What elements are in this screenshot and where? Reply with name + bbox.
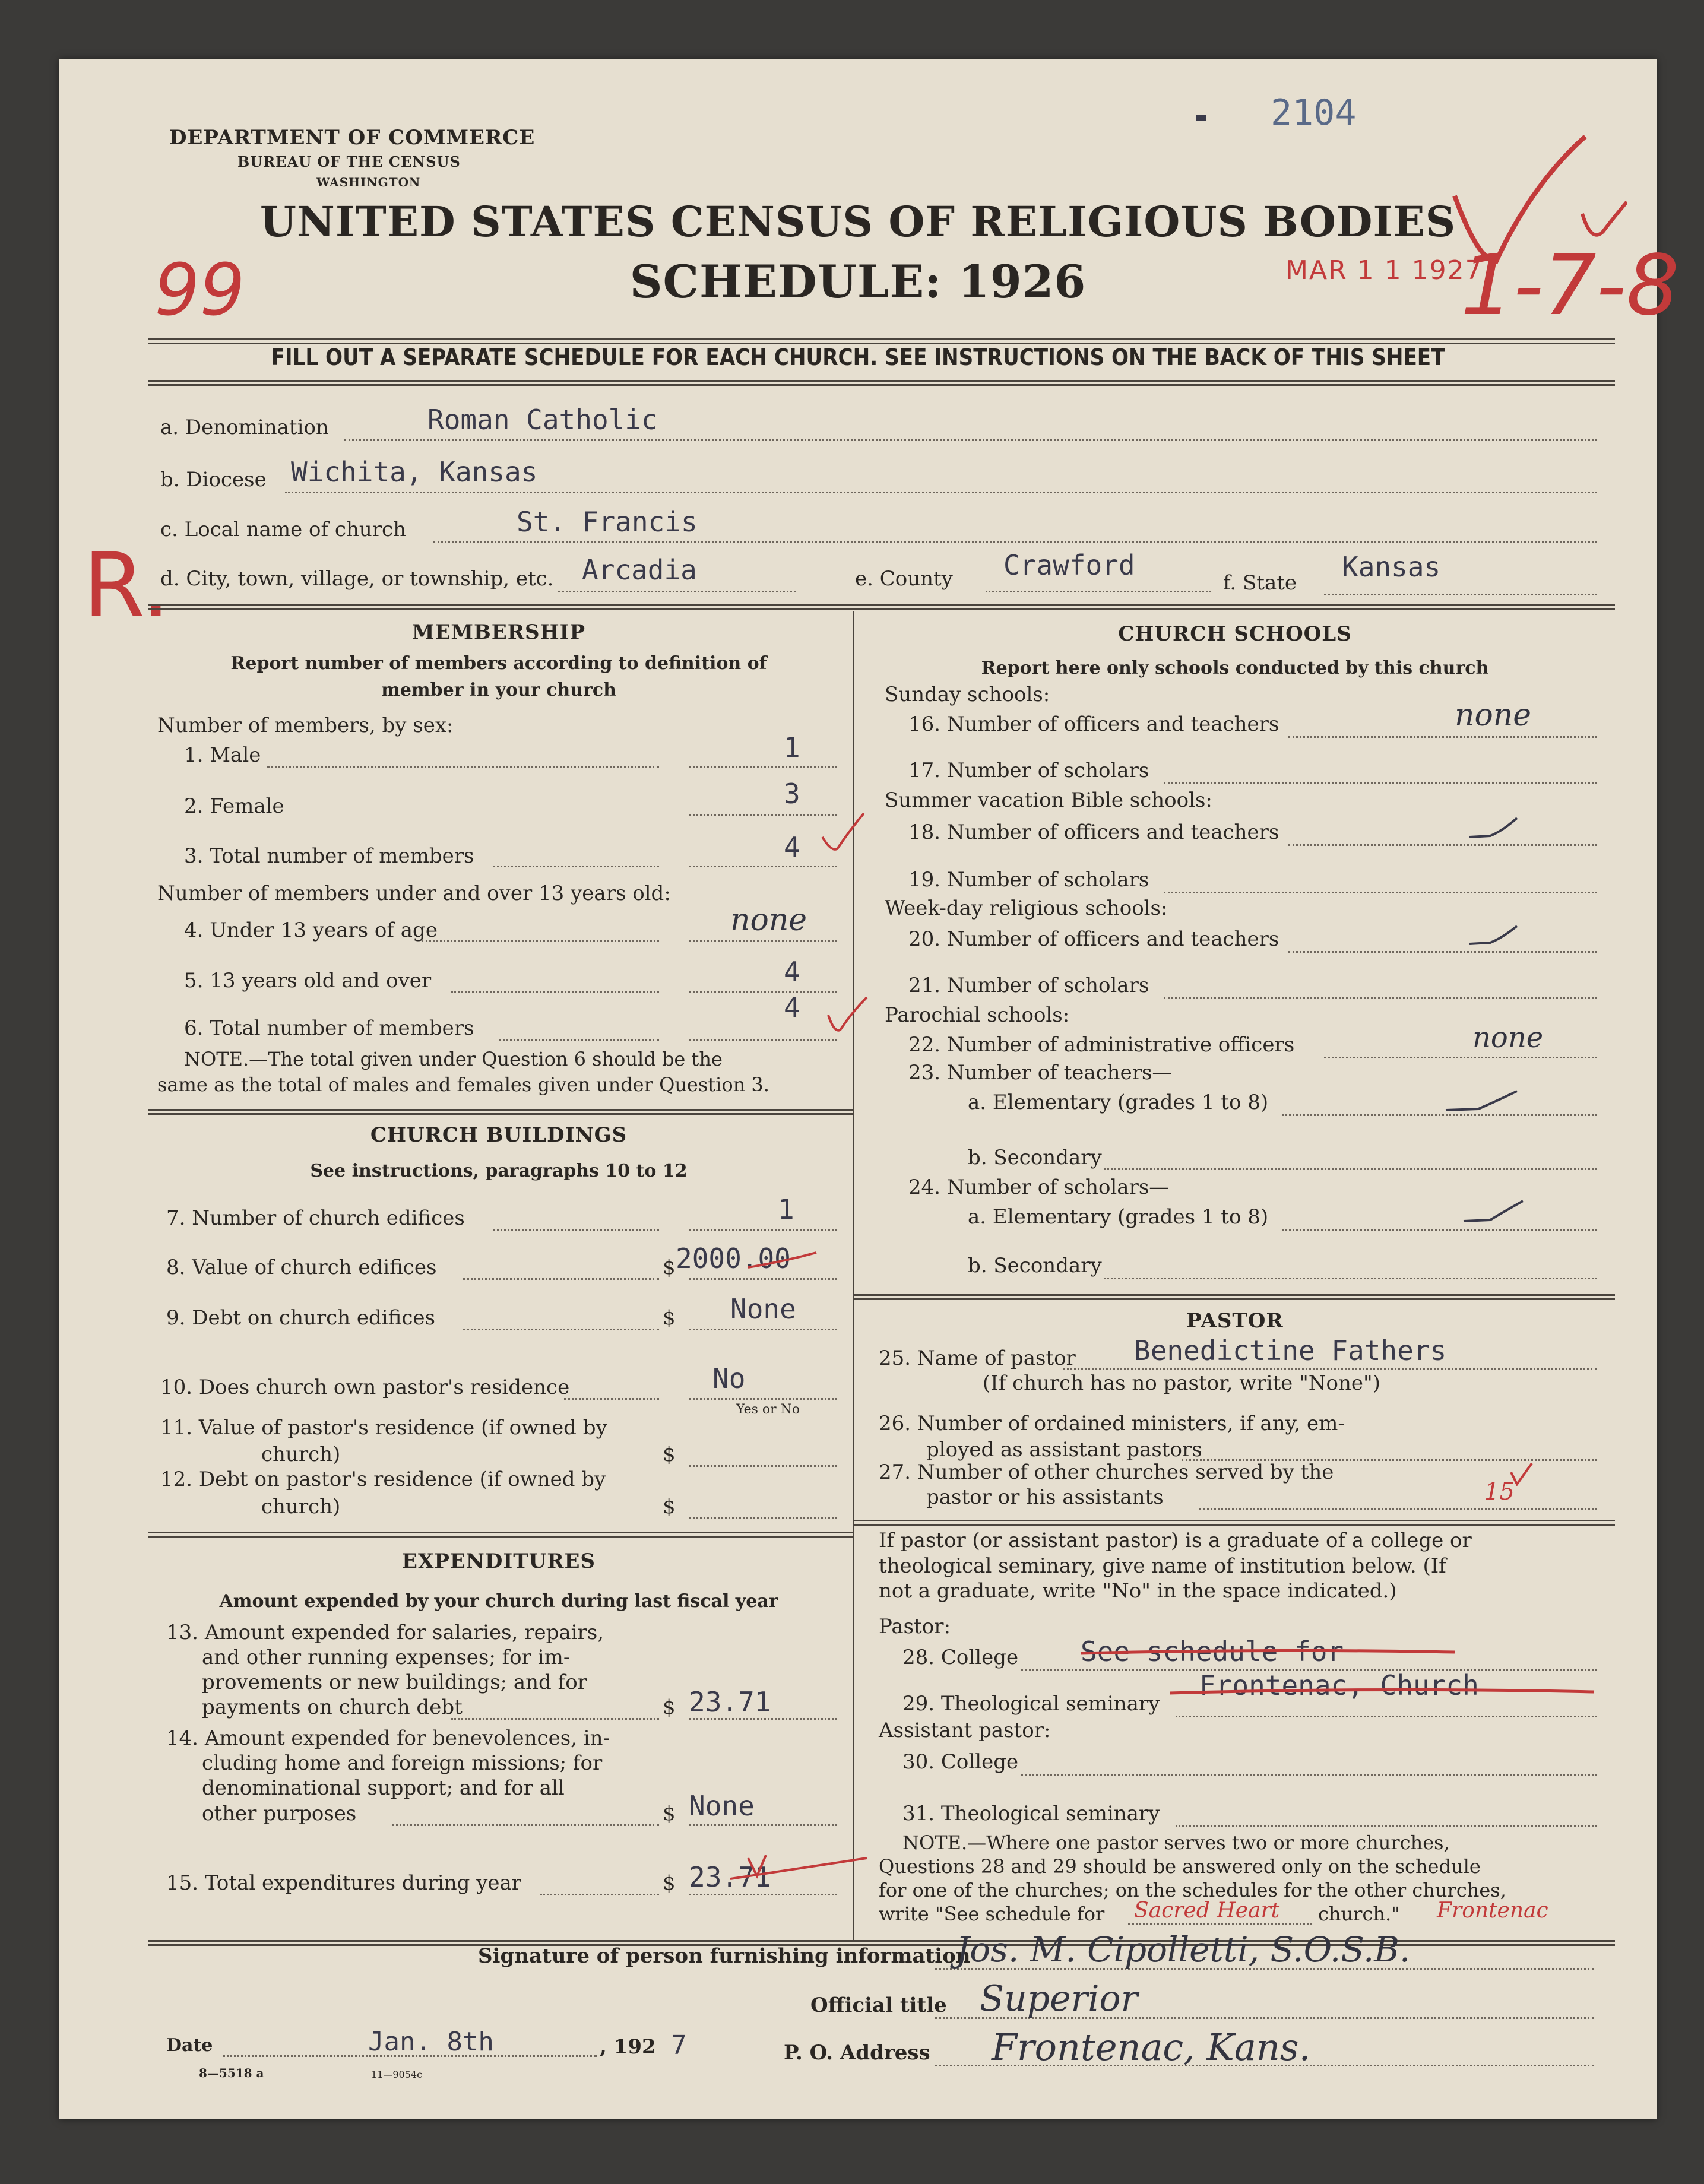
date-stamp: MAR 1 1 1927 [1285, 255, 1483, 286]
membership-sub1: Report number of members according to definition of [230, 653, 767, 674]
check-mark-icon [1443, 1086, 1520, 1116]
membership-title: MEMBERSHIP [411, 620, 586, 644]
q23a-label: a. Elementary (grades 1 to 8) [968, 1091, 1269, 1114]
q14-label-d: other purposes [202, 1802, 357, 1825]
header-rule-2 [148, 380, 1615, 386]
q20-label: 20. Number of officers and teachers [908, 927, 1279, 951]
pastor-note-4b: church." [1318, 1903, 1400, 1925]
q9-value: None [730, 1293, 796, 1325]
q14-label-a: 14. Amount expended for benevolences, in- [166, 1726, 610, 1750]
summer-heading: Summer vacation Bible schools: [885, 788, 1212, 812]
official-title-label: Official title [810, 1993, 947, 2017]
year-prefix: , 192 [600, 2035, 656, 2059]
strike-mark-icon [748, 1250, 819, 1273]
q19-label: 19. Number of scholars [908, 868, 1149, 892]
q11-label-a: 11. Value of pastor's residence (if owned by [160, 1416, 607, 1440]
signature-label: Signature of person furnishing information [478, 1944, 971, 1968]
check-mark-icon [825, 991, 873, 1039]
q9-label: 9. Debt on church edifices [166, 1306, 435, 1330]
q8-label: 8. Value of church edifices [166, 1256, 437, 1279]
q1-value: 1 [784, 731, 800, 763]
signature-value: Jos. M. Cipolletti, S.O.S.B. [956, 1929, 1411, 1970]
pastor-note-church: Sacred Heart [1134, 1898, 1280, 1923]
q15-value: 23.71 [689, 1861, 771, 1893]
q15-dollar: $ [663, 1871, 676, 1895]
form-title: UNITED STATES CENSUS OF RELIGIOUS BODIES [259, 197, 1456, 246]
q25-label: 25. Name of pastor [879, 1346, 1076, 1370]
denomination-value: Roman Catholic [427, 404, 658, 436]
stamp-code: 1-7-8 [1461, 237, 1680, 334]
graduate-note-1: If pastor (or assistant pastor) is a graduate of a college or [879, 1529, 1472, 1552]
q27-label-a: 27. Number of other churches served by the [879, 1460, 1334, 1484]
q15-label: 15. Total expenditures during year [166, 1871, 522, 1895]
pastor-note-4a: write "See schedule for [879, 1903, 1105, 1925]
q10-value: No [712, 1362, 746, 1394]
q26-label-b: ployed as assistant pastors [926, 1438, 1202, 1462]
stamp-number: 99 [154, 249, 245, 332]
q1-label: 1. Male [184, 743, 261, 767]
diocese-value: Wichita, Kansas [291, 456, 538, 488]
check-mark-icon [1461, 1196, 1526, 1226]
q5-value: 4 [784, 956, 800, 988]
q4-value: none [730, 902, 807, 938]
church-name-label: c. Local name of church [160, 518, 406, 541]
q2-label: 2. Female [184, 794, 284, 818]
expenditures-title: EXPENDITURES [402, 1549, 596, 1573]
q16-value: none [1455, 698, 1532, 733]
q24-label: 24. Number of scholars— [908, 1175, 1170, 1199]
q25-value: Benedictine Fathers [1134, 1335, 1447, 1367]
q26-label-a: 26. Number of ordained ministers, if any, em- [879, 1412, 1345, 1435]
q7-label: 7. Number of church edifices [166, 1206, 465, 1230]
sunday-heading: Sunday schools: [885, 683, 1050, 706]
parochial-heading: Parochial schools: [885, 1003, 1070, 1027]
age-heading: Number of members under and over 13 years old: [157, 882, 671, 905]
q22-value: none [1472, 1021, 1544, 1054]
q2-value: 3 [784, 778, 800, 810]
city-label: d. City, town, village, or township, etc. [160, 567, 554, 591]
section-rule [148, 604, 1615, 610]
county-value: Crawford [1003, 549, 1135, 581]
po-address-label: P. O. Address [784, 2041, 930, 2065]
q14-dollar: $ [663, 1802, 676, 1825]
q27-label-b: pastor or his assistants [926, 1485, 1164, 1509]
q24b-label: b. Secondary [968, 1254, 1102, 1278]
q28-value: See schedule for [1081, 1635, 1344, 1668]
q23b-label: b. Secondary [968, 1146, 1102, 1169]
q12-label-a: 12. Debt on pastor's residence (if owned by [160, 1467, 606, 1491]
q21-label: 21. Number of scholars [908, 974, 1149, 997]
strike-mark-icon [1170, 1675, 1597, 1705]
q7-value: 1 [778, 1193, 794, 1225]
q13-label-a: 13. Amount expended for salaries, repairs, [166, 1621, 604, 1644]
pastor-note-margin: Frontenac [1437, 1898, 1548, 1923]
schools-title: CHURCH SCHOOLS [1118, 622, 1352, 646]
print-code: 11—9054c [371, 2069, 423, 2080]
q14-value: None [689, 1790, 755, 1822]
stamp-initial: R. [83, 534, 170, 638]
official-title-value: Superior [980, 1978, 1138, 2020]
q30-label: 30. College [902, 1750, 1019, 1774]
state-value: Kansas [1342, 551, 1441, 583]
q5-label: 5. 13 years old and over [184, 969, 432, 993]
q12-label-b: church) [261, 1495, 341, 1519]
form-code: 8—5518 a [199, 2066, 264, 2080]
check-mark-icon [819, 807, 867, 855]
pastor-title: PASTOR [1186, 1309, 1284, 1333]
q13-label-d: payments on church debt [202, 1695, 463, 1719]
membership-note-1: NOTE.—The total given under Question 6 should be the [184, 1048, 723, 1070]
q3-value: 4 [784, 831, 800, 863]
q4-label: 4. Under 13 years of age [184, 918, 438, 942]
q13-value: 23.71 [689, 1686, 771, 1718]
q14-label-b: cluding home and foreign missions; for [202, 1751, 603, 1775]
strike-mark-icon [730, 1852, 873, 1888]
pastor-note-1: NOTE.—Where one pastor serves two or more churches, [902, 1831, 1450, 1854]
ink-dot [1196, 115, 1206, 121]
census-schedule-sheet [59, 59, 1680, 2119]
county-label: e. County [855, 567, 953, 591]
q22-label: 22. Number of administrative officers [908, 1033, 1295, 1057]
city-value: Arcadia [582, 554, 697, 586]
assistant-heading: Assistant pastor: [879, 1719, 1051, 1742]
state-label: f. State [1223, 571, 1297, 595]
schools-sub: Report here only schools conducted by this church [981, 658, 1489, 679]
membership-note-2: same as the total of males and females given under Question 3. [157, 1073, 769, 1096]
q3-label: 3. Total number of members [184, 844, 474, 868]
q8-value: 2000.00 [676, 1242, 791, 1275]
q13-label-b: and other running expenses; for im- [202, 1646, 571, 1669]
membership-sub2: member in your church [381, 680, 616, 700]
q11-label-b: church) [261, 1443, 341, 1466]
yes-no-hint: Yes or No [736, 1402, 800, 1417]
denomination-label: a. Denomination [160, 416, 329, 439]
q24a-label: a. Elementary (grades 1 to 8) [968, 1205, 1269, 1229]
church-name-value: St. Francis [517, 506, 698, 538]
pastor-heading: Pastor: [879, 1615, 951, 1638]
q10-label: 10. Does church own pastor's residence [160, 1375, 570, 1399]
strike-mark-icon [1081, 1641, 1461, 1665]
check-mark-icon [1467, 920, 1520, 950]
q6-label: 6. Total number of members [184, 1016, 474, 1040]
schedule-year: SCHEDULE: 1926 [629, 255, 1087, 308]
q29-value: Frontenac, Church [1199, 1669, 1479, 1701]
check-mark-icon [1508, 1460, 1538, 1490]
bureau-city: WASHINGTON [316, 175, 421, 189]
q31-label: 31. Theological seminary [902, 1802, 1160, 1825]
q28-label: 28. College [902, 1646, 1019, 1669]
q13-dollar: $ [663, 1695, 676, 1719]
po-address-value: Frontenac, Kans. [992, 2025, 1311, 2069]
q16-label: 16. Number of officers and teachers [908, 712, 1279, 736]
weekday-heading: Week-day religious schools: [885, 896, 1168, 920]
diocese-label: b. Diocese [160, 468, 267, 492]
q29-label: 29. Theological seminary [902, 1692, 1160, 1716]
q11-dollar: $ [663, 1443, 676, 1466]
q9-dollar: $ [663, 1306, 676, 1330]
date-label: Date [166, 2035, 213, 2056]
pastor-note-2: Questions 28 and 29 should be answered only on the schedule [879, 1855, 1481, 1878]
by-sex-heading: Number of members, by sex: [157, 714, 454, 737]
q18-label: 18. Number of officers and teachers [908, 820, 1279, 844]
buildings-title: CHURCH BUILDINGS [370, 1123, 628, 1147]
form-number: 2104 [1271, 92, 1357, 134]
date-value: Jan. 8th [368, 2027, 494, 2057]
q12-dollar: $ [663, 1495, 676, 1519]
bureau-name: BUREAU OF THE CENSUS [237, 153, 461, 170]
department-name: DEPARTMENT OF COMMERCE [169, 126, 536, 150]
q13-label-c: provements or new buildings; and for [202, 1671, 587, 1694]
instructions-line: FILL OUT A SEPARATE SCHEDULE FOR EACH CHURCH. SEE INSTRUCTIONS ON THE BACK OF THIS SHEET [271, 344, 1445, 370]
pastor-note-3: for one of the churches; on the schedules for the other churches, [879, 1879, 1506, 1901]
graduate-note-3: not a graduate, write "No" in the space indicated.) [879, 1579, 1397, 1603]
q14-label-c: denominational support; and for all [202, 1776, 565, 1800]
q27-value: 15 [1484, 1478, 1515, 1505]
graduate-note-2: theological seminary, give name of institution below. (If [879, 1554, 1446, 1578]
year-digit: 7 [671, 2030, 687, 2061]
q23-label: 23. Number of teachers— [908, 1061, 1173, 1085]
q6-value: 4 [784, 991, 800, 1023]
q8-dollar: $ [663, 1256, 676, 1279]
q17-label: 17. Number of scholars [908, 759, 1149, 782]
check-mark-icon [1467, 813, 1520, 843]
expenditures-sub: Amount expended by your church during last fiscal year [219, 1591, 778, 1612]
q25-note: (If church has no pastor, write "None") [983, 1371, 1380, 1395]
buildings-sub: See instructions, paragraphs 10 to 12 [310, 1161, 688, 1181]
header-rule [148, 338, 1615, 344]
